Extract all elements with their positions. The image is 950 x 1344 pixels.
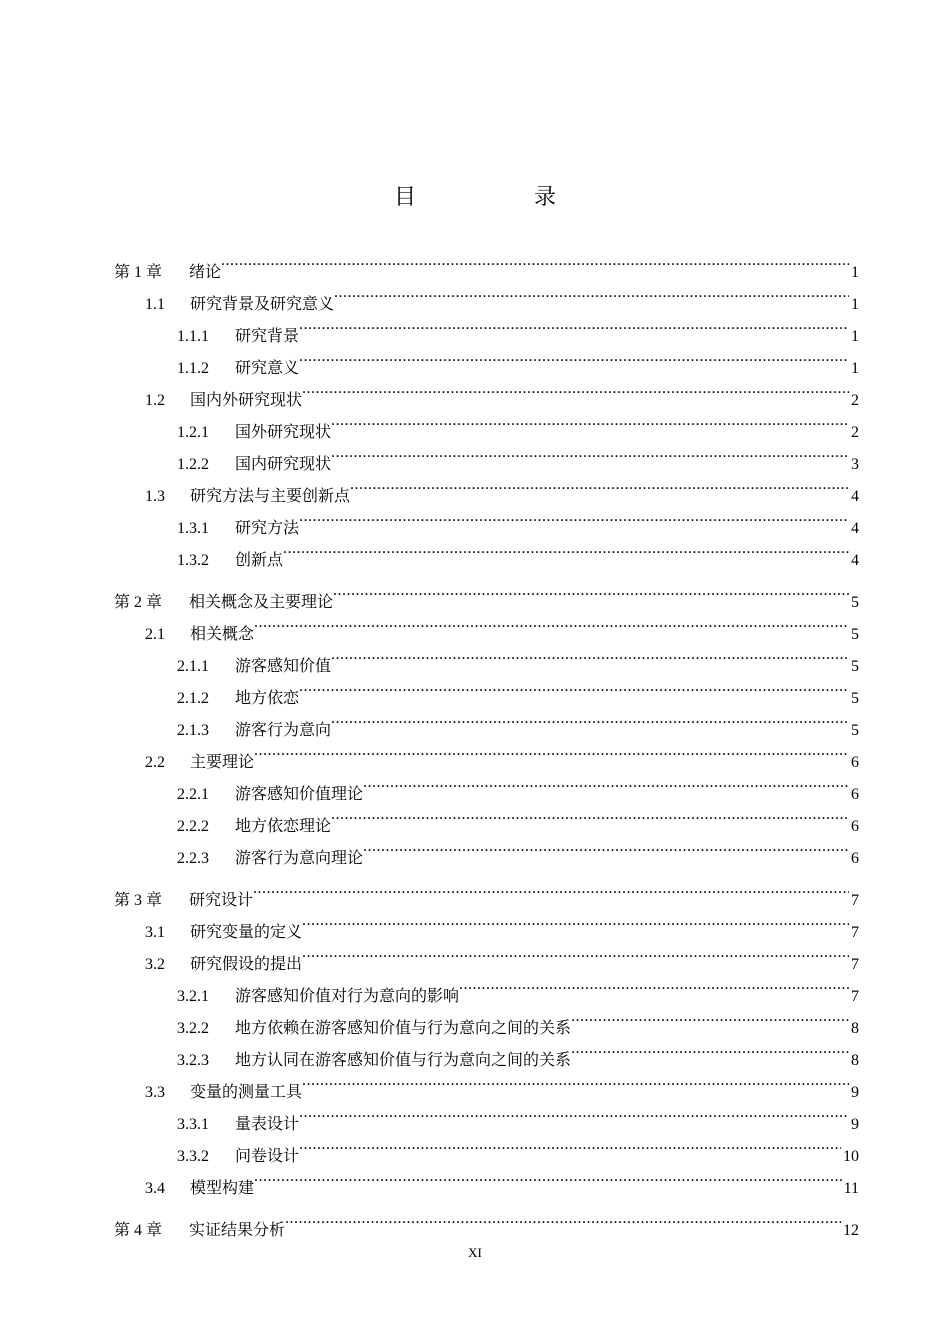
toc-entry-number: 第 2 章 [114,594,163,611]
toc-dot-leader [221,245,849,277]
toc-entry-title: 主要理论 [190,752,255,771]
toc-entry-number: 1.1.2 [177,360,209,377]
toc-entry-number: 3.1 [145,924,165,941]
toc-entry-title: 国内外研究现状 [190,390,303,409]
page-number: XI [468,1245,482,1260]
toc-dot-leader [254,1161,842,1193]
toc-entry-number: 1.1 [145,296,165,313]
toc-entry-number: 第 4 章 [114,1222,163,1239]
toc-entry-number: 1.3.2 [177,552,209,569]
toc-entry-title: 国外研究现状 [235,422,332,441]
toc-entry-title: 地方依恋 [235,688,300,707]
toc-entry-title: 实证结果分析 [189,1220,286,1239]
toc-entry-number: 2.1.1 [177,658,209,675]
toc-entry-page: 5 [851,722,859,739]
toc-entry-page: 1 [851,264,859,281]
toc-dot-leader [302,937,849,969]
toc-entry-number: 2.2 [145,754,165,771]
toc-entry-number: 3.3 [145,1084,165,1101]
page-title: 目 录 [393,185,604,210]
toc-entry-title: 研究方法 [235,518,300,537]
toc-entry-title: 研究变量的定义 [190,922,303,941]
toc-chapter-entry[interactable] [114,1203,859,1239]
toc-entry-number: 1.1.1 [177,328,209,345]
toc-entry-title: 问卷设计 [235,1146,300,1165]
toc-entry-number: 1.3.1 [177,520,209,537]
toc-dot-leader [350,469,849,501]
toc-dot-leader [331,437,849,469]
toc-entry-number: 1.2.2 [177,456,209,473]
toc-entry-page: 7 [851,924,859,941]
toc-entry-page: 8 [851,1020,859,1037]
toc-entry-number: 第 1 章 [114,264,163,281]
toc-entry-title: 绪论 [189,262,222,281]
toc-entry-title: 游客行为意向理论 [235,848,364,867]
toc-dot-leader [363,767,849,799]
toc-entry-number: 3.3.2 [177,1148,209,1165]
toc-entry-page: 7 [851,988,859,1005]
toc-entry-number: 2.2.3 [177,850,209,867]
toc-entry-page: 5 [851,658,859,675]
toc-entry-page: 9 [851,1116,859,1133]
toc-entry-page: 4 [851,520,859,537]
toc-entry-number: 3.2.2 [177,1020,209,1037]
toc-entry-title: 游客感知价值理论 [235,784,364,803]
toc-entry-title: 游客行为意向 [235,720,332,739]
toc-entry-title: 相关概念及主要理论 [189,592,334,611]
toc-entry-title: 模型构建 [190,1178,255,1197]
toc-dot-leader [459,969,849,1001]
toc-entry-number: 2.1 [145,626,165,643]
toc-dot-leader [283,533,849,565]
toc-entry-title: 研究背景 [235,326,300,345]
toc-dot-leader [331,703,849,735]
toc-entry[interactable] [114,277,859,313]
toc-entry-number: 2.2.1 [177,786,209,803]
toc-entry-title: 相关概念 [190,624,255,643]
toc-dot-leader [571,1033,849,1065]
toc-dot-leader [299,341,849,373]
toc-entry-title: 研究方法与主要创新点 [190,486,351,505]
toc-entry-page: 4 [851,488,859,505]
toc-entry-number: 3.3.1 [177,1116,209,1133]
toc-entry-page: 10 [843,1148,859,1165]
toc-chapter-entry[interactable] [114,873,859,909]
toc-entry-page: 11 [843,1180,859,1197]
toc-entry-page: 4 [851,552,859,569]
toc-dot-leader [299,671,849,703]
toc-dot-leader [331,799,849,831]
toc-entry-page: 6 [851,818,859,835]
toc-entry-page: 1 [851,360,859,377]
toc-entry-number: 3.2.1 [177,988,209,1005]
toc-entry-page: 12 [843,1222,859,1239]
toc-entry-title: 地方认同在游客感知价值与行为意向之间的关系 [235,1050,572,1069]
toc-entry-page: 3 [851,456,859,473]
toc-chapter-entry[interactable] [114,575,859,611]
toc-dot-leader [363,831,849,863]
toc-dot-leader [285,1203,841,1235]
toc-dot-leader [331,405,849,437]
toc-entry-page: 1 [851,328,859,345]
toc-entry-number: 1.2 [145,392,165,409]
toc-entry-page: 2 [851,392,859,409]
toc-entry-title: 国内研究现状 [235,454,332,473]
toc-dot-leader [299,1129,841,1161]
toc-entry-title: 研究意义 [235,358,300,377]
toc-entry-number: 3.4 [145,1180,165,1197]
toc-entry-title: 量表设计 [235,1114,300,1133]
toc-dot-leader [333,575,849,607]
toc-dot-leader [302,1065,849,1097]
toc-entry-title: 研究设计 [189,890,254,909]
toc-entry-number: 1.3 [145,488,165,505]
toc-entry-number: 2.1.3 [177,722,209,739]
toc-entry-title: 研究背景及研究意义 [190,294,335,313]
toc-entry-title: 地方依恋理论 [235,816,332,835]
toc-entry-title: 研究假设的提出 [190,954,303,973]
toc-entry-page: 8 [851,1052,859,1069]
toc-entry-title: 游客感知价值 [235,656,332,675]
toc-entry-number: 3.2.3 [177,1052,209,1069]
toc-entry-title: 变量的测量工具 [190,1082,303,1101]
toc-entry-number: 2.2.2 [177,818,209,835]
toc-dot-leader [334,277,849,309]
toc-entry-page: 7 [851,892,859,909]
toc-entry-title: 创新点 [235,550,284,569]
toc-entry-page: 6 [851,850,859,867]
toc-entry-page: 6 [851,754,859,771]
toc-entry-page: 1 [851,296,859,313]
toc-dot-leader [331,639,849,671]
toc-entry-page: 7 [851,956,859,973]
toc-entry-page: 5 [851,690,859,707]
toc-dot-leader [254,735,849,767]
toc-dot-leader [299,1097,849,1129]
toc-entry-number: 第 3 章 [114,892,163,909]
toc-dot-leader [253,873,849,905]
toc-entry-page: 9 [851,1084,859,1101]
toc-dot-leader [571,1001,849,1033]
toc-entry-page: 2 [851,424,859,441]
toc-dot-leader [299,309,849,341]
toc-entry-number: 2.1.2 [177,690,209,707]
table-of-contents [114,245,859,1239]
toc-dot-leader [302,905,849,937]
toc-entry-number: 1.2.1 [177,424,209,441]
toc-dot-leader [302,373,849,405]
toc-entry-title: 地方依赖在游客感知价值与行为意向之间的关系 [235,1018,572,1037]
toc-entry-page: 6 [851,786,859,803]
toc-entry-number: 3.2 [145,956,165,973]
toc-entry-title: 游客感知价值对行为意向的影响 [235,986,460,1005]
toc-dot-leader [299,501,849,533]
toc-entry-page: 5 [851,626,859,643]
toc-dot-leader [254,607,849,639]
toc-entry-page: 5 [851,594,859,611]
toc-chapter-entry[interactable] [114,245,859,281]
